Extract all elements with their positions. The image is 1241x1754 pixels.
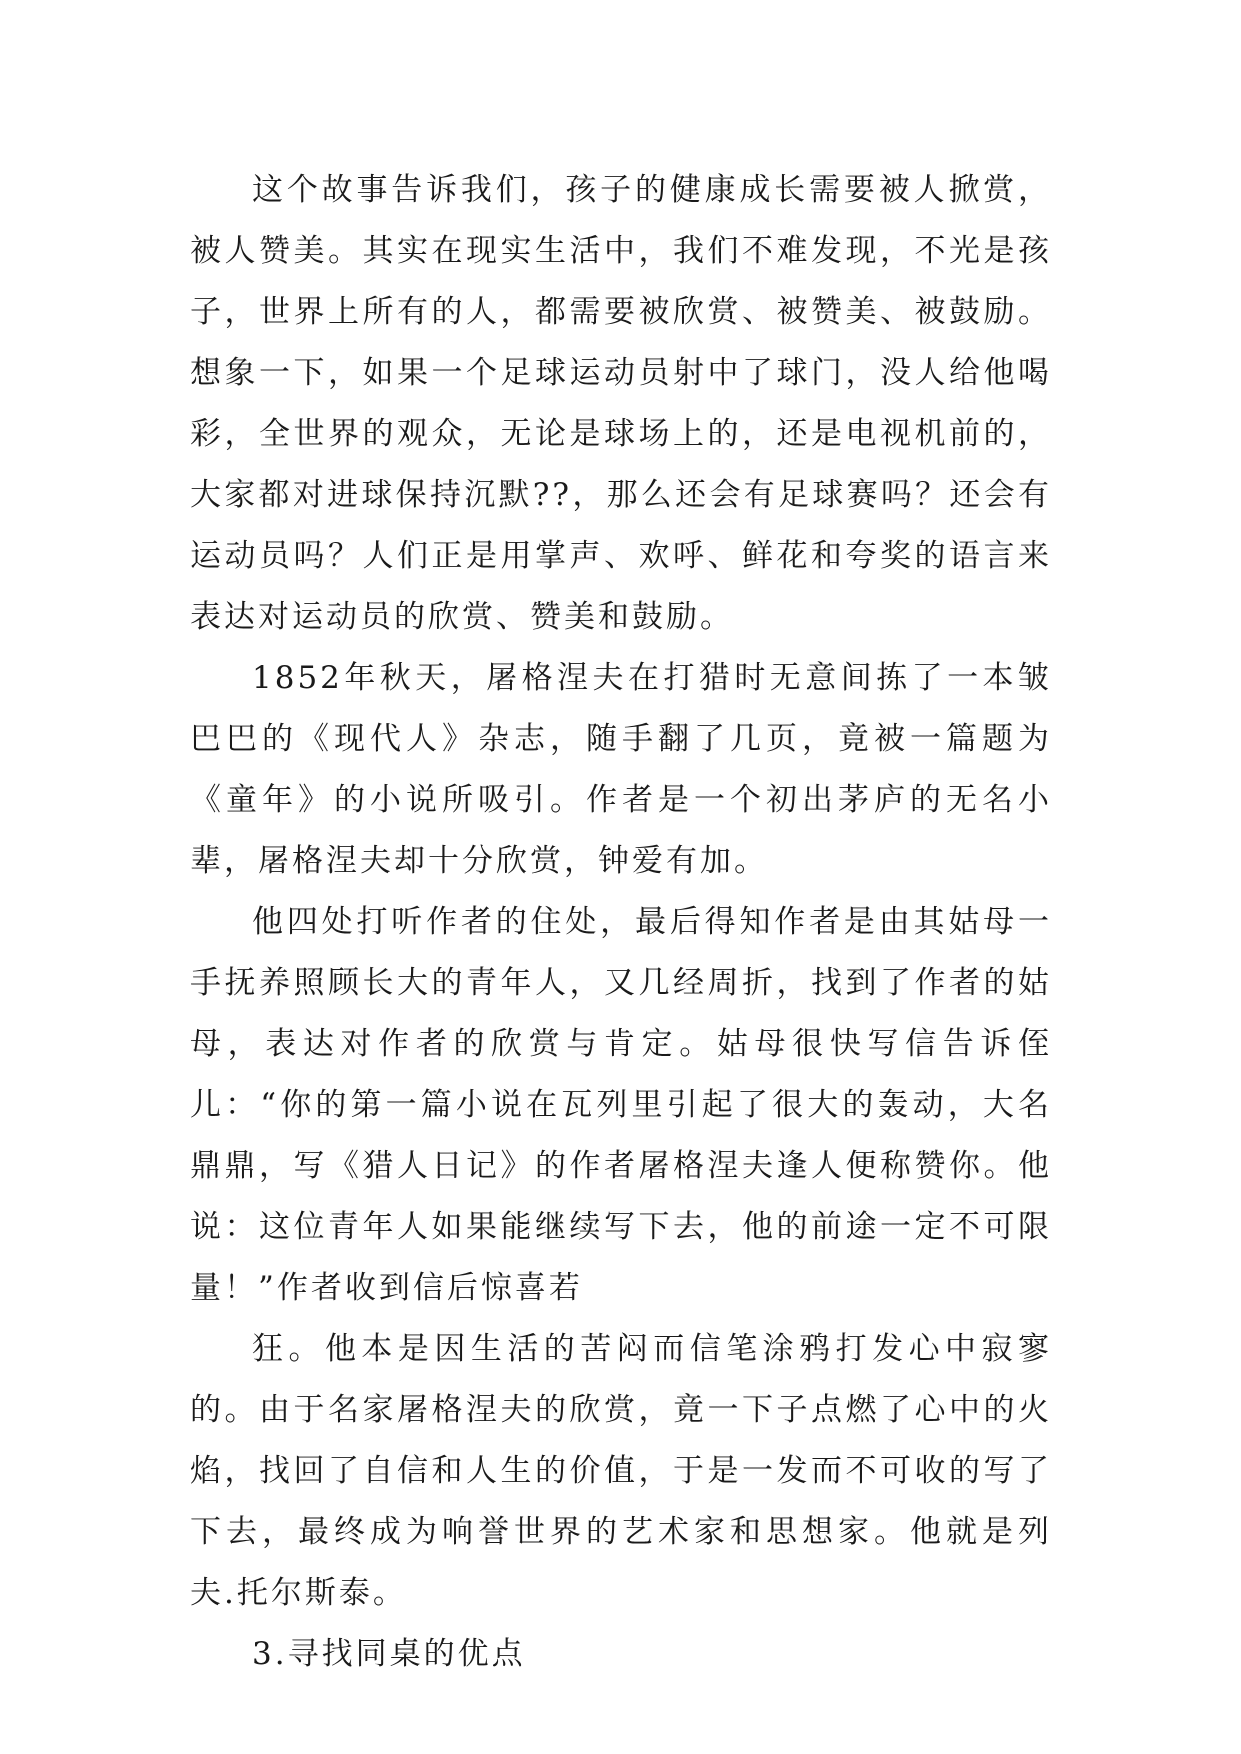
- section-heading-deskmate: 3.寻找同桌的优点: [252, 1636, 526, 1672]
- paragraph-letter-from-aunt: 他四处打听作者的住处，最后得知作者是由其姑母一手抚养照顾长大的青年人，又几经周折，找到了作者的姑母，表达对作者的欣赏与肯定。姑母很快写信告诉侄儿：“你的第一篇小说在瓦列里引起了很大的轰动，大名鼎鼎，写《猎人日记》的作者屠格涅夫逢人便称赞你。他说：这位青年人如果能继续写下去，他的前途一定不可限量！”作者收到信后惊喜若: [190, 904, 1052, 1306]
- paragraph-appreciation-story: 这个故事告诉我们，孩子的健康成长需要被人掀赏，被人赞美。其实在现实生活中，我们不难发现，不光是孩子，世界上所有的人，都需要被欣赏、被赞美、被鼓励。想象一下，如果一个足球运动员射中了球门，没人给他喝彩，全世界的观众，无论是球场上的，还是电视机前的，大家都对进球保持沉默??，那么还会有足球赛吗？还会有运动员吗？人们正是用掌声、欢呼、鲜花和夸奖的语言来表达对运动员的欣赏、赞美和鼓励。: [190, 172, 1052, 635]
- document-body: [190, 160, 1052, 1685]
- paragraph-tolstoy: 狂。他本是因生活的苦闷而信笔涂鸦打发心中寂寥的。由于名家屠格涅夫的欣赏，竟一下子点燃了心中的火焰，找回了自信和人生的价值，于是一发而不可收的写了下去，最终成为响誉世界的艺术家和思想家。他就是列夫.托尔斯泰。: [190, 1331, 1052, 1611]
- paragraph-turgenev-1852: 1852年秋天，屠格涅夫在打猎时无意间拣了一本皱巴巴的《现代人》杂志，随手翻了几页，竟被一篇题为《童年》的小说所吸引。作者是一个初出茅庐的无名小辈，屠格涅夫却十分欣赏，钟爱有加。: [190, 660, 1052, 879]
